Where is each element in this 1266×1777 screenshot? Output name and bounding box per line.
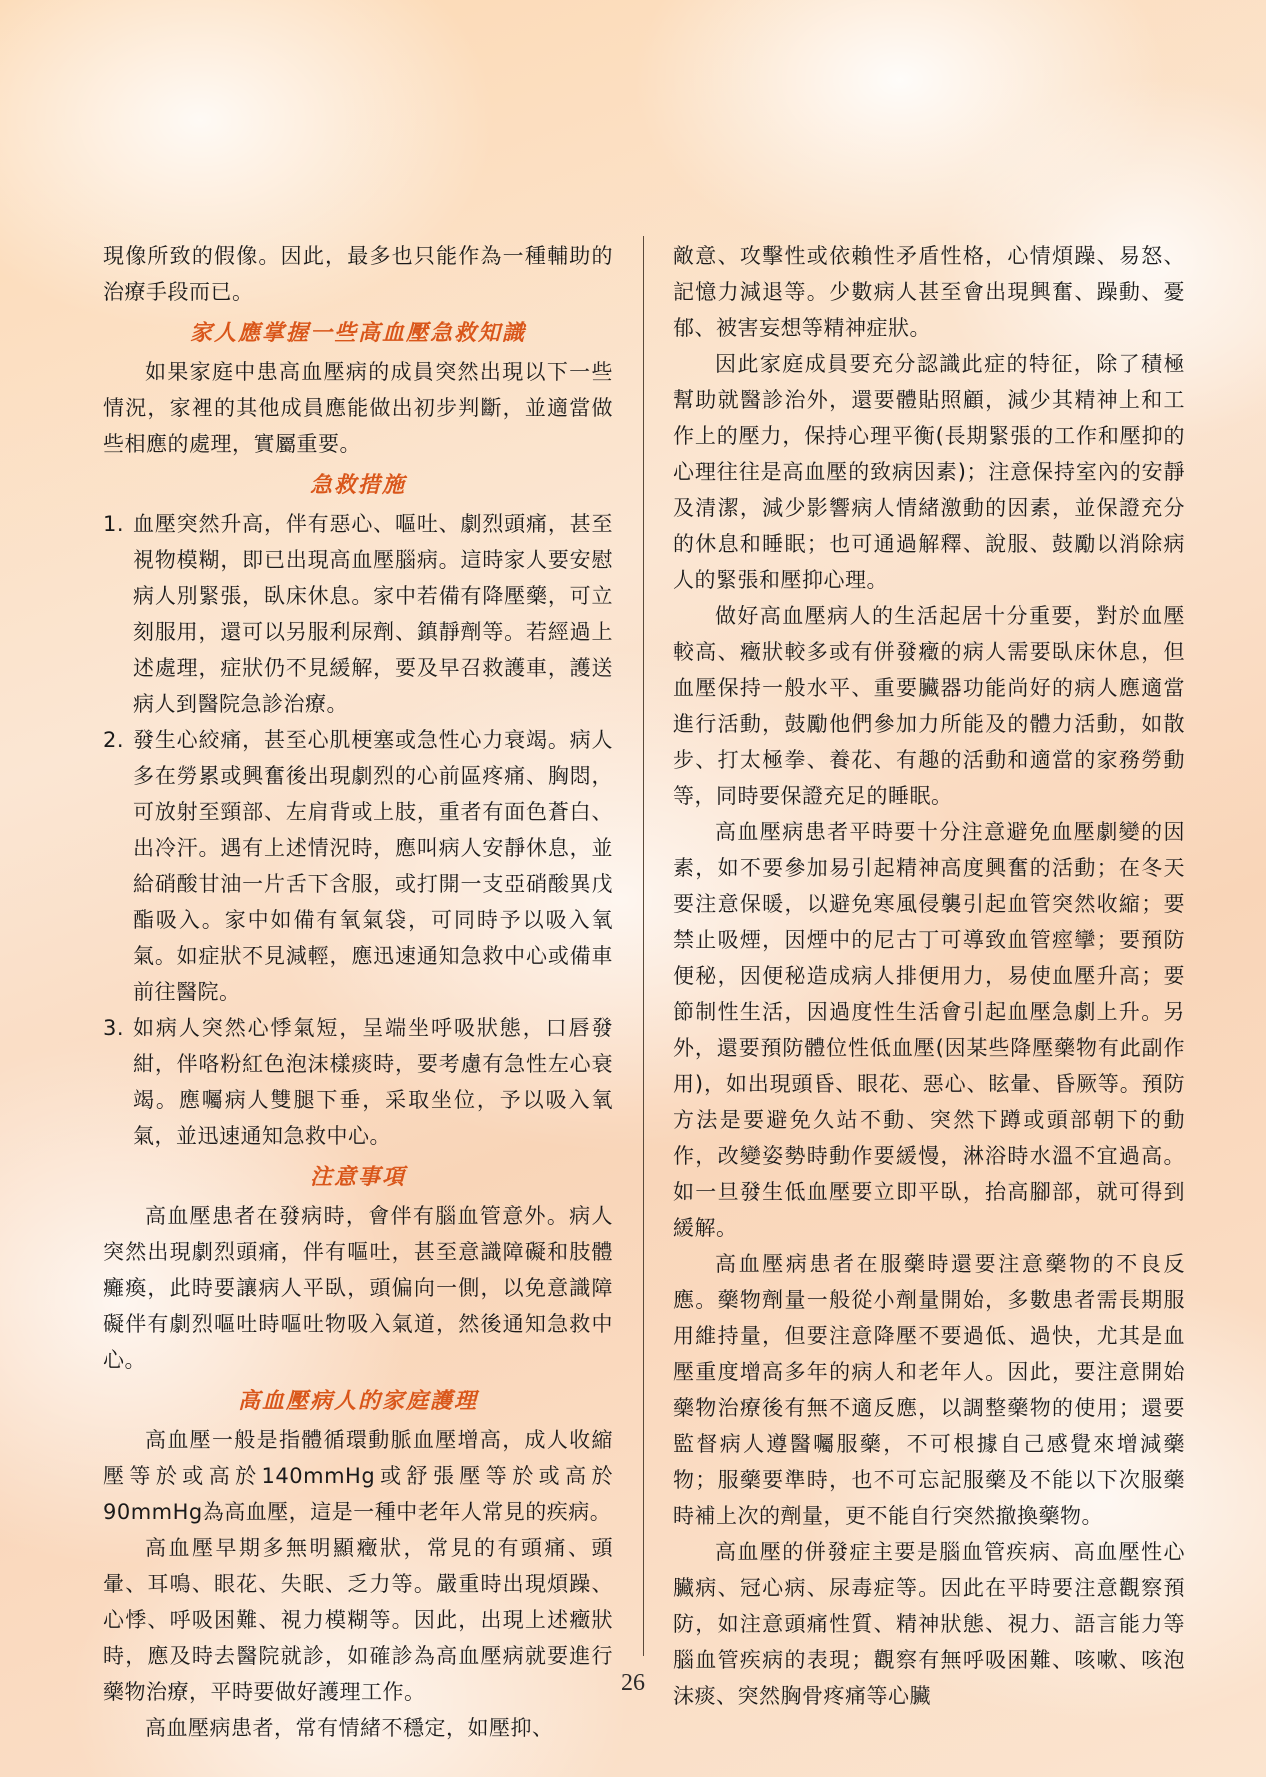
left-column: [103, 238, 613, 1746]
paragraph: 高血壓病患者平時要十分注意避免血壓劇變的因素，如不要參加易引起精神高度興奮的活動；在冬天要注意保暖，以避免寒風侵襲引起血管突然收縮；要禁止吸煙，因煙中的尼古丁可導致血管痙攣；要預防便秘，因便秘造成病人排便用力，易使血壓升高；要節制性生活，因過度性生活會引起血壓急劇上升。另外，還要預防體位性低血壓(因某些降壓藥物有此副作用)，如出現頭昏、眼花、惡心、眩暈、昏厥等。預防方法是要避免久站不動、突然下蹲或頭部朝下的動作，改變姿勢時動作要緩慢，淋浴時水溫不宜過高。如一旦發生低血壓要立即平臥，抬高腳部，就可得到緩解。: [673, 820, 1185, 1240]
section-heading-home-care: 高血壓病人的家庭護理: [237, 1388, 478, 1414]
paragraph: 敵意、攻擊性或依賴性矛盾性格，心情煩躁、易怒、記憶力減退等。少數病人甚至會出現興奮、躁動、憂郁、被害妄想等精神症狀。: [673, 244, 1185, 340]
list-text: 如病人突然心悸氣短，呈端坐呼吸狀態，口唇發紺，伴咯粉紅色泡沫樣痰時，要考慮有急性左心衰竭。應囑病人雙腿下垂，采取坐位，予以吸入氧氣，並迅速通知急救中心。: [133, 1016, 613, 1148]
paragraph: 高血壓一般是指體循環動脈血壓增高，成人收縮壓等於或高於140mmHg或舒張壓等於或高於90mmHg為高血壓，這是一種中老年人常見的疾病。: [103, 1428, 613, 1524]
page-number: 26: [621, 1670, 645, 1696]
section-heading-emergency-knowledge: 家人應掌握一些高血壓急救知識: [189, 320, 526, 346]
section-heading-precautions: 注意事項: [309, 1164, 406, 1190]
list-number: 3.: [103, 1016, 125, 1040]
right-column: [673, 238, 1185, 1714]
first-aid-list: [103, 506, 613, 1154]
paragraph: 如果家庭中患高血壓病的成員突然出現以下一些情況，家裡的其他成員應能做出初步判斷，並適當做些相應的處理，實屬重要。: [103, 360, 613, 456]
list-text: 發生心絞痛，甚至心肌梗塞或急性心力衰竭。病人多在勞累或興奮後出現劇烈的心前區疼痛、胸悶，可放射至頸部、左肩背或上肢，重者有面色蒼白、出冷汗。遇有上述情況時，應叫病人安靜休息，並給硝酸甘油一片舌下含服，或打開一支亞硝酸異戊酯吸入。家中如備有氧氣袋，可同時予以吸入氧氣。如症狀不見減輕，應迅速通知急救中心或備車前往醫院。: [133, 728, 613, 1004]
paragraph: 現像所致的假像。因此，最多也只能作為一種輔助的治療手段而已。: [103, 244, 613, 304]
list-number: 2.: [103, 728, 125, 752]
paragraph: 高血壓患者在發病時，會伴有腦血管意外。病人突然出現劇烈頭痛，伴有嘔吐，甚至意識障礙和肢體癱瘓，此時要讓病人平臥，頭偏向一側，以免意識障礙伴有劇烈嘔吐時嘔吐物吸入氣道，然後通知急救中心。: [103, 1204, 613, 1372]
paragraph: 高血壓病患者，常有情緒不穩定，如壓抑、: [145, 1716, 554, 1740]
paragraph: 高血壓早期多無明顯癥狀，常見的有頭痛、頭暈、耳鳴、眼花、失眠、乏力等。嚴重時出現煩躁、心悸、呼吸困難、視力模糊等。因此，出現上述癥狀時，應及時去醫院就診，如確診為高血壓病就要進行藥物治療，平時要做好護理工作。: [103, 1536, 613, 1704]
list-item: [103, 506, 613, 722]
list-number: 1.: [103, 512, 125, 536]
column-divider: [643, 236, 644, 1656]
paragraph: 高血壓病患者在服藥時還要注意藥物的不良反應。藥物劑量一般從小劑量開始，多數患者需長期服用維持量，但要注意降壓不要過低、過快，尤其是血壓重度增高多年的病人和老年人。因此，要注意開始藥物治療後有無不適反應，以調整藥物的使用；還要監督病人遵醫囑服藥，不可根據自己感覺來增減藥物；服藥要準時，也不可忘記服藥及不能以下次服藥時補上次的劑量，更不能自行突然撤換藥物。: [673, 1252, 1185, 1528]
paragraph: 高血壓的併發症主要是腦血管疾病、高血壓性心臟病、冠心病、尿毒症等。因此在平時要注意觀察預防，如注意頭痛性質、精神狀態、視力、語言能力等腦血管疾病的表現；觀察有無呼吸困難、咳嗽、咳泡沫痰、突然胸骨疼痛等心臟: [673, 1540, 1185, 1708]
section-heading-first-aid: 急救措施: [309, 472, 406, 498]
paragraph: 做好高血壓病人的生活起居十分重要，對於血壓較高、癥狀較多或有併發癥的病人需要臥床休息，但血壓保持一般水平、重要臟器功能尚好的病人應適當進行活動，鼓勵他們參加力所能及的體力活動，如散步、打太極拳、養花、有趣的活動和適當的家務勞動等，同時要保證充足的睡眠。: [673, 604, 1185, 808]
list-item: [103, 722, 613, 1010]
list-text: 血壓突然升高，伴有惡心、嘔吐、劇烈頭痛，甚至視物模糊，即已出現高血壓腦病。這時家人要安慰病人別緊張，臥床休息。家中若備有降壓藥，可立刻服用，還可以另服利尿劑、鎮靜劑等。若經過上述處理，症狀仍不見緩解，要及早召救護車，護送病人到醫院急診治療。: [133, 512, 613, 716]
paragraph: 因此家庭成員要充分認識此症的特征，除了積極幫助就醫診治外，還要體貼照顧，減少其精神上和工作上的壓力，保持心理平衡(長期緊張的工作和壓抑的心理往往是高血壓的致病因素)；注意保持室內的安靜及清潔，減少影響病人情緒激動的因素，並保證充分的休息和睡眠；也可通過解釋、說服、鼓勵以消除病人的緊張和壓抑心理。: [673, 352, 1185, 592]
list-item: [103, 1010, 613, 1154]
